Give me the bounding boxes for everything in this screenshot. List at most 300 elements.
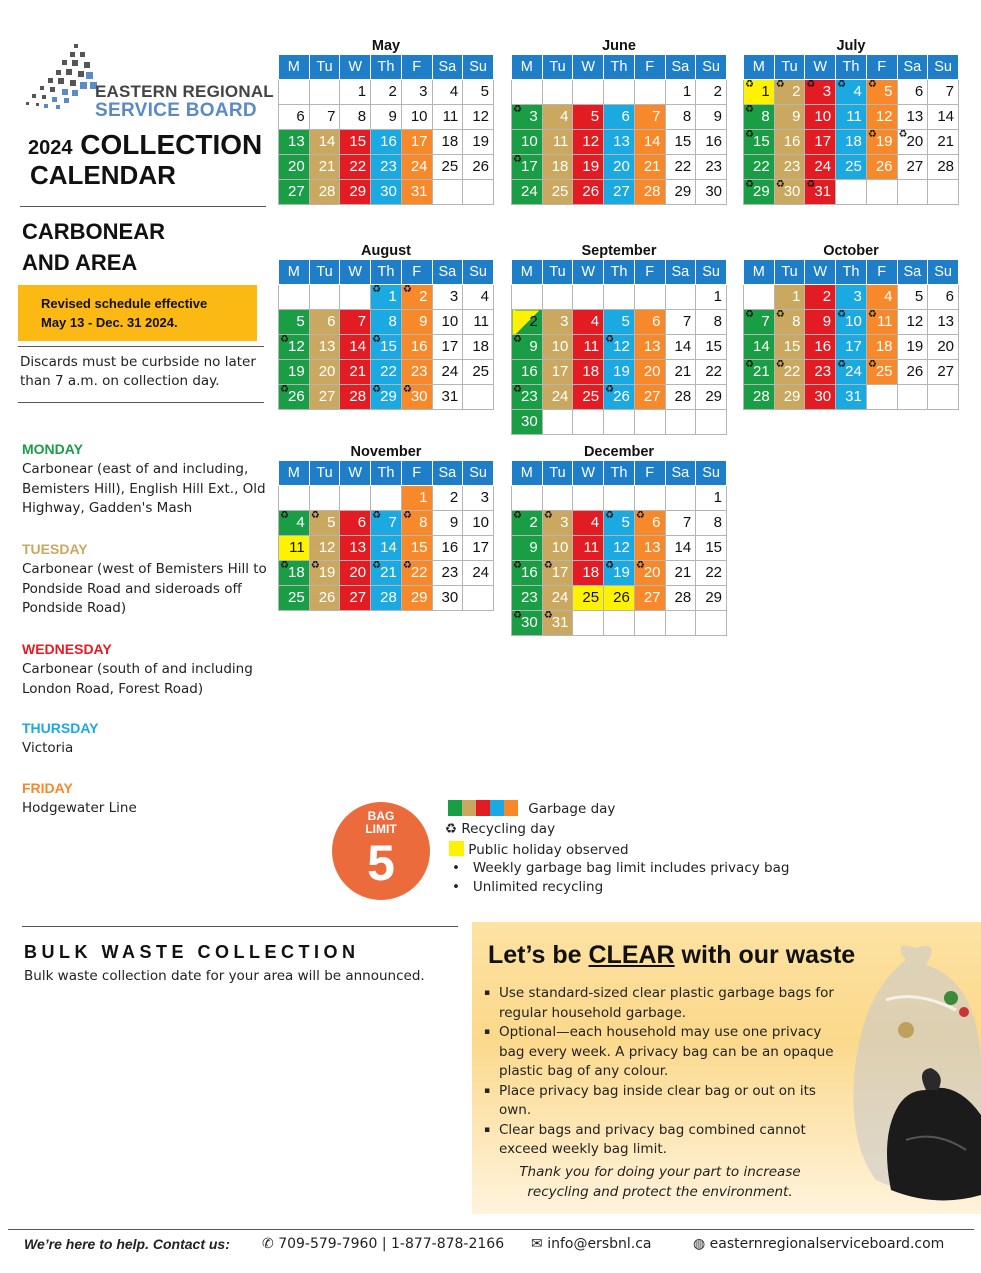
day-cell xyxy=(432,155,463,180)
day-number: 14 xyxy=(674,539,692,556)
day-number: 21 xyxy=(937,133,954,150)
day-cell xyxy=(512,335,543,360)
day-cell xyxy=(340,105,371,130)
day-number: 22 xyxy=(705,363,722,380)
day-number: 15 xyxy=(783,338,801,355)
day-cell xyxy=(542,310,573,335)
day-cell xyxy=(805,80,836,105)
recycle-icon: ♻ xyxy=(372,334,382,345)
day-areas-monday: Carbonear (east of and including, Bemisters Hill), English Hill Ext., Old Highway, Gadden's Mash xyxy=(22,461,266,516)
day-cell xyxy=(512,586,543,611)
day-number: 23 xyxy=(783,158,801,175)
day-number: 28 xyxy=(643,183,661,200)
day-number: 5 xyxy=(621,313,630,330)
weekday-header: W xyxy=(573,55,604,80)
weekday-header: Sa xyxy=(665,55,696,80)
empty-cell xyxy=(573,80,604,105)
day-cell xyxy=(401,80,432,105)
recycle-icon: ♻ xyxy=(745,79,754,90)
day-cell xyxy=(371,360,402,385)
day-number: 17 xyxy=(472,539,489,556)
empty-cell xyxy=(665,486,696,511)
day-cell xyxy=(309,335,340,360)
day-number: 5 xyxy=(621,514,630,531)
day-number: 31 xyxy=(441,388,459,405)
day-cell xyxy=(371,310,402,335)
day-number: 10 xyxy=(814,108,832,125)
recycle-icon: ♻ xyxy=(372,284,382,295)
empty-cell xyxy=(836,180,867,205)
day-number: 6 xyxy=(652,514,661,531)
day-number: 15 xyxy=(674,133,692,150)
day-cell xyxy=(432,80,463,105)
day-cell xyxy=(744,385,775,410)
day-number: 24 xyxy=(521,183,538,200)
month-name: May xyxy=(371,38,401,54)
empty-cell xyxy=(309,486,340,511)
day-number: 2 xyxy=(529,514,538,531)
day-number: 11 xyxy=(583,539,600,556)
legend-bullet-2: • Unlimited recycling xyxy=(452,879,604,895)
day-number: 19 xyxy=(613,363,630,380)
day-number: 21 xyxy=(643,158,661,175)
day-number: 4 xyxy=(884,288,893,305)
month-table xyxy=(278,460,494,611)
day-number: 28 xyxy=(349,388,367,405)
recycle-icon: ♻ xyxy=(806,179,816,190)
swatch-wednesday xyxy=(476,800,490,816)
day-cell xyxy=(665,360,696,385)
day-number: 11 xyxy=(583,338,600,355)
weekday-header: Tu xyxy=(542,461,573,486)
day-number: 15 xyxy=(705,338,722,355)
day-cell xyxy=(463,360,494,385)
day-number: 7 xyxy=(761,313,770,330)
day-number: 20 xyxy=(349,564,367,581)
day-cell xyxy=(665,180,696,205)
day-cell xyxy=(696,180,727,205)
day-number: 25 xyxy=(582,388,600,405)
day-cell xyxy=(371,385,402,410)
day-number: 20 xyxy=(613,158,630,175)
day-number: 1 xyxy=(682,83,692,100)
day-cell xyxy=(340,536,371,561)
legend-recycling-label: Recycling day xyxy=(461,821,556,837)
brand-name-line2: SERVICE BOARD xyxy=(95,100,257,121)
day-cell xyxy=(340,586,371,611)
day-cell xyxy=(774,155,805,180)
day-cell xyxy=(512,385,543,410)
day-number: 7 xyxy=(388,514,397,531)
day-cell xyxy=(866,335,897,360)
day-cell xyxy=(401,335,432,360)
month-name: December xyxy=(583,444,655,460)
email-icon: ✉ xyxy=(531,1236,543,1252)
day-cell xyxy=(665,155,696,180)
day-number: 30 xyxy=(380,183,397,200)
day-number: 30 xyxy=(814,388,832,405)
recycle-icon: ♻ xyxy=(775,79,785,90)
day-number: 24 xyxy=(441,363,459,380)
day-cell xyxy=(432,385,463,410)
weekday-header: M xyxy=(279,55,310,80)
empty-cell xyxy=(696,410,727,435)
day-cell xyxy=(309,105,340,130)
day-number: 17 xyxy=(551,564,569,581)
day-number: 26 xyxy=(613,589,630,606)
day-cell xyxy=(866,80,897,105)
day-cell xyxy=(573,155,604,180)
weekday-header: Su xyxy=(928,260,959,285)
weekday-header: F xyxy=(866,260,897,285)
day-cell xyxy=(432,335,463,360)
day-number: 17 xyxy=(551,363,569,380)
day-cell xyxy=(340,335,371,360)
day-cell xyxy=(371,155,402,180)
day-number: 25 xyxy=(875,363,893,380)
day-number: 17 xyxy=(814,133,832,150)
empty-cell xyxy=(309,80,340,105)
footer-divider xyxy=(8,1229,974,1230)
day-number: 1 xyxy=(713,288,722,305)
day-cell xyxy=(512,561,543,586)
day-number: 19 xyxy=(288,363,305,380)
month-table xyxy=(743,54,959,205)
day-cell xyxy=(696,360,727,385)
recycle-icon: ♻ xyxy=(745,129,754,140)
day-cell xyxy=(542,586,573,611)
day-number: 1 xyxy=(419,489,428,506)
revised-line2: May 13 - Dec. 31 2024. xyxy=(41,315,178,330)
recycle-icon: ♻ xyxy=(745,104,754,115)
day-cell xyxy=(279,155,310,180)
day-number: 25 xyxy=(551,183,569,200)
month-name: July xyxy=(836,38,866,54)
day-number: 4 xyxy=(449,83,459,100)
day-number: 7 xyxy=(682,514,692,531)
day-cell xyxy=(432,360,463,385)
recycle-icon: ♻ xyxy=(605,510,615,521)
day-cell xyxy=(634,155,665,180)
weekday-header: M xyxy=(744,260,775,285)
day-cell xyxy=(696,155,727,180)
day-cell xyxy=(634,385,665,410)
day-cell xyxy=(928,130,959,155)
day-heading-friday: FRIDAY xyxy=(22,780,73,796)
day-number: 6 xyxy=(652,313,661,330)
footer-website[interactable] xyxy=(693,1236,944,1252)
day-number: 26 xyxy=(472,158,489,175)
day-number: 18 xyxy=(472,338,489,355)
recycle-icon: ♻ xyxy=(775,309,785,320)
calendar-title xyxy=(28,130,262,163)
footer-phone[interactable] xyxy=(262,1236,504,1252)
day-number: 6 xyxy=(914,83,924,100)
day-cell xyxy=(836,310,867,335)
day-cell xyxy=(432,285,463,310)
clear-heading-post: with our waste xyxy=(674,941,856,969)
brand-name-line1: EASTERN REGIONAL xyxy=(95,82,274,101)
empty-cell xyxy=(634,410,665,435)
day-number: 15 xyxy=(705,539,722,556)
day-cell xyxy=(371,511,402,536)
day-cell xyxy=(401,486,432,511)
day-number: 6 xyxy=(296,108,305,125)
day-number: 19 xyxy=(906,338,924,355)
day-cell xyxy=(542,511,573,536)
day-cell xyxy=(805,130,836,155)
weekday-header: M xyxy=(744,55,775,80)
weekday-header: W xyxy=(573,461,604,486)
day-number: 28 xyxy=(318,183,336,200)
day-cell xyxy=(836,385,867,410)
day-number: 7 xyxy=(327,108,336,125)
day-number: 4 xyxy=(480,288,489,305)
recycle-icon: ♻ xyxy=(635,510,645,521)
day-number: 4 xyxy=(853,83,862,100)
day-areas-thursday: Victoria xyxy=(22,740,74,756)
recycle-icon: ♻ xyxy=(745,359,754,370)
day-number: 4 xyxy=(560,108,569,125)
day-number: 19 xyxy=(472,133,489,150)
day-cell xyxy=(371,285,402,310)
day-cell xyxy=(542,561,573,586)
day-cell xyxy=(512,155,543,180)
day-cell xyxy=(573,561,604,586)
empty-cell xyxy=(634,611,665,636)
day-cell xyxy=(928,310,959,335)
swatch-tuesday xyxy=(462,800,476,816)
divider xyxy=(18,402,264,403)
day-cell xyxy=(774,285,805,310)
footer-email[interactable] xyxy=(531,1236,651,1252)
weekday-header: Su xyxy=(928,55,959,80)
weekday-header: Th xyxy=(836,55,867,80)
day-number: 22 xyxy=(380,363,397,380)
clear-heading xyxy=(488,941,855,970)
day-cell xyxy=(512,310,543,335)
weekday-header: W xyxy=(340,260,371,285)
day-cell xyxy=(774,310,805,335)
day-number: 16 xyxy=(783,133,801,150)
day-cell xyxy=(573,511,604,536)
day-cell xyxy=(744,80,775,105)
recycle-icon: ♻ xyxy=(513,510,522,521)
day-number: 9 xyxy=(388,108,397,125)
day-number: 12 xyxy=(472,108,489,125)
day-number: 14 xyxy=(753,338,770,355)
recycle-icon: ♻ xyxy=(402,284,412,295)
legend-garbage-label: Garbage day xyxy=(528,801,616,817)
day-number: 10 xyxy=(551,539,569,556)
day-number: 11 xyxy=(846,108,862,125)
day-cell xyxy=(463,80,494,105)
day-cell xyxy=(744,105,775,130)
day-number: 29 xyxy=(410,589,428,606)
day-cell xyxy=(573,586,604,611)
month-november xyxy=(278,444,494,611)
day-cell xyxy=(696,310,727,335)
day-number: 31 xyxy=(845,388,862,405)
day-cell xyxy=(866,310,897,335)
empty-cell xyxy=(744,285,775,310)
day-number: 16 xyxy=(814,338,832,355)
recycle-icon: ♻ xyxy=(745,309,754,320)
day-number: 23 xyxy=(521,388,538,405)
day-number: 12 xyxy=(318,539,336,556)
day-number: 30 xyxy=(783,183,801,200)
day-number: 13 xyxy=(643,338,661,355)
recycle-icon: ♻ xyxy=(310,510,320,521)
day-number: 21 xyxy=(674,564,692,581)
weekday-header: Sa xyxy=(432,260,463,285)
day-cell xyxy=(604,180,635,205)
weekday-header: Su xyxy=(696,461,727,486)
day-cell xyxy=(279,105,310,130)
recycle-icon: ♻ xyxy=(280,384,289,395)
day-cell xyxy=(542,335,573,360)
month-december xyxy=(511,444,727,636)
swatch-monday xyxy=(448,800,462,816)
day-cell xyxy=(744,360,775,385)
weekday-header: Sa xyxy=(897,260,928,285)
day-number: 23 xyxy=(380,158,397,175)
day-cell xyxy=(432,586,463,611)
day-cell xyxy=(805,180,836,205)
day-number: 11 xyxy=(442,108,459,125)
day-cell xyxy=(604,561,635,586)
footer-email-text: info@ersbnl.ca xyxy=(547,1236,652,1252)
weekday-header: Tu xyxy=(309,260,340,285)
empty-cell xyxy=(542,285,573,310)
area-line1: CARBONEAR xyxy=(22,219,165,244)
day-number: 9 xyxy=(529,338,538,355)
day-cell xyxy=(401,130,432,155)
day-cell xyxy=(340,155,371,180)
month-table xyxy=(278,259,494,410)
day-number: 27 xyxy=(643,589,661,606)
day-number: 18 xyxy=(845,133,862,150)
day-cell xyxy=(463,335,494,360)
weekday-header: F xyxy=(866,55,897,80)
day-number: 3 xyxy=(419,83,428,100)
weekday-header: M xyxy=(512,260,543,285)
legend-bullet2-text: Unlimited recycling xyxy=(472,879,604,895)
day-cell xyxy=(463,130,494,155)
title-line1: COLLECTION xyxy=(80,129,263,160)
recycle-icon: ♻ xyxy=(605,560,615,571)
weekday-header: Su xyxy=(463,55,494,80)
recycle-icon: ♻ xyxy=(513,334,522,345)
clear-bullet: ▪ Clear bags and privacy bag combined cannot exceed weekly bag limit. xyxy=(484,1121,844,1160)
day-cell xyxy=(463,105,494,130)
day-number: 6 xyxy=(945,288,954,305)
bag-limit-badge xyxy=(332,802,430,900)
empty-cell xyxy=(604,285,635,310)
day-number: 30 xyxy=(410,388,428,405)
day-number: 16 xyxy=(521,363,538,380)
day-cell xyxy=(279,561,310,586)
day-number: 28 xyxy=(674,388,692,405)
month-table xyxy=(743,259,959,410)
weekday-header: W xyxy=(340,55,371,80)
day-number: 9 xyxy=(792,108,801,125)
recycle-icon: ♻ xyxy=(372,560,382,571)
month-name: August xyxy=(361,243,411,259)
day-number: 26 xyxy=(613,388,630,405)
day-cell xyxy=(665,105,696,130)
day-cell xyxy=(309,180,340,205)
day-cell xyxy=(836,360,867,385)
day-heading-wednesday: WEDNESDAY xyxy=(22,641,112,657)
day-number: 21 xyxy=(753,363,770,380)
day-cell xyxy=(279,335,310,360)
bulk-text: Bulk waste collection date for your area will be announced. xyxy=(24,968,425,984)
empty-cell xyxy=(463,586,494,611)
day-number: 26 xyxy=(875,158,893,175)
day-cell xyxy=(928,360,959,385)
day-number: 2 xyxy=(822,288,832,305)
day-number: 16 xyxy=(410,338,428,355)
day-cell xyxy=(309,310,340,335)
empty-cell xyxy=(432,180,463,205)
day-number: 30 xyxy=(705,183,722,200)
recycle-icon: ♻ xyxy=(867,359,877,370)
day-number: 14 xyxy=(318,133,336,150)
day-number: 23 xyxy=(521,589,538,606)
day-cell xyxy=(634,561,665,586)
day-cell xyxy=(371,335,402,360)
day-number: 20 xyxy=(643,363,661,380)
recycle-icon: ♻ xyxy=(372,384,382,395)
day-cell xyxy=(401,180,432,205)
day-cell xyxy=(744,335,775,360)
divider xyxy=(20,206,266,207)
empty-cell xyxy=(573,611,604,636)
recycle-icon: ♻ xyxy=(445,821,458,837)
day-number: 8 xyxy=(419,514,428,531)
month-table xyxy=(511,259,727,435)
day-number: 20 xyxy=(937,338,954,355)
day-number: 29 xyxy=(349,183,367,200)
empty-cell xyxy=(897,385,928,410)
day-number: 17 xyxy=(441,338,459,355)
day-number: 20 xyxy=(318,363,336,380)
empty-cell xyxy=(512,285,543,310)
day-number: 24 xyxy=(410,158,428,175)
day-number: 8 xyxy=(357,108,367,125)
day-cell xyxy=(744,310,775,335)
empty-cell xyxy=(309,285,340,310)
title-year: 2024 xyxy=(28,137,73,159)
empty-cell xyxy=(573,410,604,435)
day-number: 27 xyxy=(613,183,630,200)
day-number: 6 xyxy=(327,313,336,330)
day-cell xyxy=(463,511,494,536)
day-number: 30 xyxy=(441,589,459,606)
day-number: 16 xyxy=(521,564,538,581)
day-number: 5 xyxy=(480,83,489,100)
month-august xyxy=(278,243,494,410)
day-cell xyxy=(634,335,665,360)
recycle-icon: ♻ xyxy=(513,560,522,571)
footer-phone-text: 709-579-7960 | 1-877-878-2166 xyxy=(278,1236,505,1252)
day-cell xyxy=(928,80,959,105)
clear-heading-pre: Let’s be xyxy=(488,941,589,969)
recycle-icon: ♻ xyxy=(513,154,522,165)
day-cell xyxy=(542,360,573,385)
clear-bullet: ▪ Use standard-sized clear plastic garbage bags for regular household garbage. xyxy=(484,984,844,1023)
